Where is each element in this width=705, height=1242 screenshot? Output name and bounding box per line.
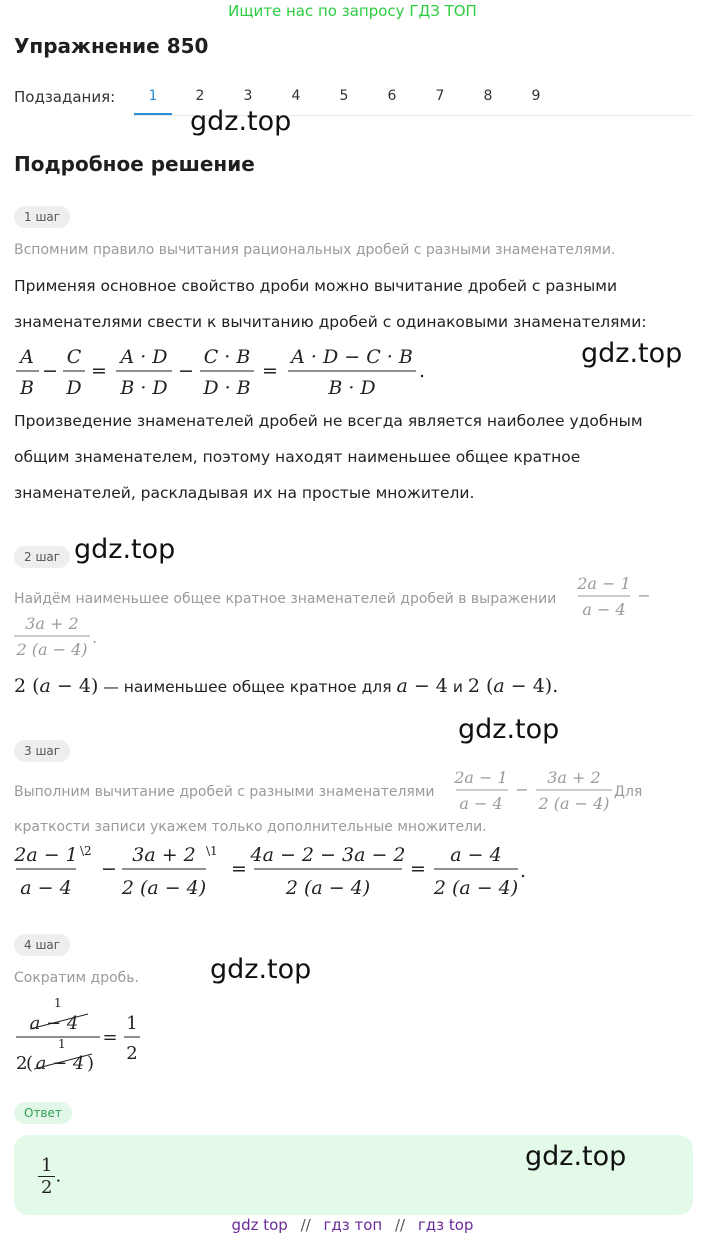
subtask-tab-7[interactable]: 7 [435, 88, 445, 104]
step-2-result-text: — наименьшее общее кратное для [103, 678, 392, 696]
step-4-reduction [8, 992, 148, 1080]
svg-text:.: . [520, 860, 527, 882]
promo-text: Ищите нас по запросу ГДЗ ТОП [228, 2, 477, 20]
subtask-tab-5[interactable]: 5 [339, 88, 349, 104]
step-2-result-and: и [452, 678, 463, 696]
svg-text:3a + 2: 3a + 2 [132, 844, 196, 866]
section-title: Подробное решение [14, 152, 255, 176]
step-4-hint: Сократим дробь. [14, 970, 139, 986]
svg-text:=: = [231, 858, 247, 880]
answer-numerator: 1 [38, 1155, 55, 1177]
footer-separator: // [394, 1216, 406, 1234]
svg-text:.: . [92, 628, 98, 647]
svg-text:\1: \1 [206, 844, 218, 858]
watermark: gdz.top [210, 954, 312, 985]
answer-denominator: 2 [41, 1177, 53, 1198]
svg-text:1: 1 [126, 1013, 138, 1034]
subtask-tab-6[interactable]: 6 [387, 88, 397, 104]
step-1-text-line-1: Применяя основное свойство дроби можно вычитание дробей с разными [14, 277, 618, 295]
svg-text:2 (a − 4): 2 (a − 4) [538, 794, 610, 813]
step-2-expression-part-2 [10, 610, 110, 664]
step-2-expression-part-1 [572, 570, 656, 622]
svg-text:a − 4: a − 4 [450, 844, 502, 866]
subtraction-rule-formula [10, 340, 430, 402]
svg-text:B · D: B · D [120, 377, 168, 399]
svg-text:2 (a − 4): 2 (a − 4) [285, 877, 371, 899]
svg-text:2a − 1: 2a − 1 [14, 844, 78, 866]
svg-text:D: D [66, 377, 82, 399]
subtask-tab-8[interactable]: 8 [483, 88, 493, 104]
svg-text:a − 4: a − 4 [582, 600, 626, 619]
svg-text:=: = [262, 360, 278, 382]
svg-text:1: 1 [58, 1037, 66, 1051]
svg-text:A · D: A · D [120, 346, 168, 368]
footer-link-3[interactable]: гдз top [417, 1216, 474, 1234]
watermark: gdz.top [525, 1141, 627, 1172]
subtask-tab-3[interactable]: 3 [243, 88, 253, 104]
svg-text:−: − [42, 360, 58, 382]
svg-text:=: = [410, 858, 426, 880]
svg-text:a − 4: a − 4 [35, 1053, 85, 1074]
svg-text:2a − 1: 2a − 1 [577, 574, 631, 593]
step-1-hint: Вспомним правило вычитания рациональных дробей с разными знаменателями. [14, 242, 616, 258]
svg-text:−: − [637, 586, 651, 605]
watermark: gdz.top [581, 338, 683, 369]
svg-text:2: 2 [126, 1043, 138, 1064]
step-1-badge: 1 шаг [14, 206, 70, 228]
watermark: gdz.top [74, 534, 176, 565]
step-1-text-line-2: знаменателями свести к вычитанию дробей с одинаковыми знаменателями: [14, 313, 647, 331]
svg-text:A · D − C · B: A · D − C · B [291, 346, 413, 368]
exercise-title: Упражнение 850 [14, 34, 209, 58]
svg-text:B: B [20, 377, 34, 399]
step-3-hint-line-2: краткости записи укажем только дополнительные множители. [14, 819, 487, 835]
footer-separator: // [300, 1216, 311, 1234]
svg-text:(: ( [26, 1053, 34, 1074]
svg-text:\2: \2 [80, 844, 92, 858]
svg-text:C · B: C · B [203, 346, 251, 368]
svg-text:−: − [515, 780, 529, 799]
step-3-hint-line-1: Выполним вычитание дробей с разными знаменателями [14, 784, 435, 800]
footer-link-1[interactable]: gdz top [231, 1216, 288, 1234]
step-4-badge: 4 шаг [14, 934, 70, 956]
svg-text:2 (a − 4): 2 (a − 4) [121, 877, 207, 899]
svg-text:a − 4: a − 4 [20, 877, 72, 899]
svg-text:2a − 1: 2a − 1 [454, 768, 508, 787]
svg-text:): ) [87, 1053, 95, 1074]
step-2-hint: Найдём наименьшее общее кратное знаменателей дробей в выражении [14, 591, 557, 607]
svg-text:−: − [178, 360, 194, 382]
svg-text:=: = [102, 1027, 118, 1048]
svg-text:D · B: D · B [203, 377, 251, 399]
svg-text:3a + 2: 3a + 2 [547, 768, 601, 787]
active-tab-indicator [134, 113, 172, 115]
subtask-tab-1[interactable]: 1 [148, 88, 158, 104]
svg-text:=: = [91, 360, 107, 382]
step-3-calculation [8, 836, 538, 902]
footer-link-2[interactable]: гдз топ [323, 1216, 383, 1234]
answer-fraction: $\frac{1}{2}$ . [38, 1155, 61, 1198]
svg-text:2 (a − 4): 2 (a − 4) [433, 877, 519, 899]
svg-text:2 (a − 4): 2 (a − 4) [16, 640, 88, 659]
svg-text:a − 4: a − 4 [29, 1013, 79, 1034]
svg-text:a − 4: a − 4 [459, 794, 503, 813]
svg-text:B · D: B · D [328, 377, 376, 399]
step-1-text-line-5: знаменателей, раскладывая их на простые множители. [14, 484, 475, 502]
subtasks-label: Подзадания: [14, 88, 116, 106]
svg-text:A: A [20, 346, 34, 368]
svg-text:C: C [66, 346, 82, 368]
step-3-hint-after: Для [614, 784, 643, 800]
step-1-text-line-4: общим знаменателем, поэтому находят наименьшее общее кратное [14, 448, 581, 466]
subtask-tab-4[interactable]: 4 [291, 88, 301, 104]
svg-text:.: . [419, 360, 426, 382]
subtask-tab-9[interactable]: 9 [531, 88, 541, 104]
step-3-hint-expression [448, 764, 616, 818]
watermark: gdz.top [190, 106, 292, 137]
step-3-badge: 3 шаг [14, 740, 70, 762]
svg-text:1: 1 [54, 996, 62, 1010]
svg-text:4a − 2 − 3a − 2: 4a − 2 − 3a − 2 [250, 844, 406, 866]
svg-text:2: 2 [16, 1053, 28, 1074]
svg-text:3a + 2: 3a + 2 [25, 614, 79, 633]
watermark: gdz.top [458, 714, 560, 745]
step-2-result: 2 (a − 4) — наименьшее общее кратное для a − 4 и 2 (a − 4). [14, 675, 559, 697]
svg-text:−: − [101, 858, 117, 880]
subtask-tab-2[interactable]: 2 [195, 88, 205, 104]
footer-links [0, 1216, 705, 1234]
step-2-badge: 2 шаг [14, 546, 70, 568]
answer-badge: Ответ [14, 1102, 72, 1124]
step-1-text-line-3: Произведение знаменателей дробей не всегда является наиболее удобным [14, 412, 643, 430]
